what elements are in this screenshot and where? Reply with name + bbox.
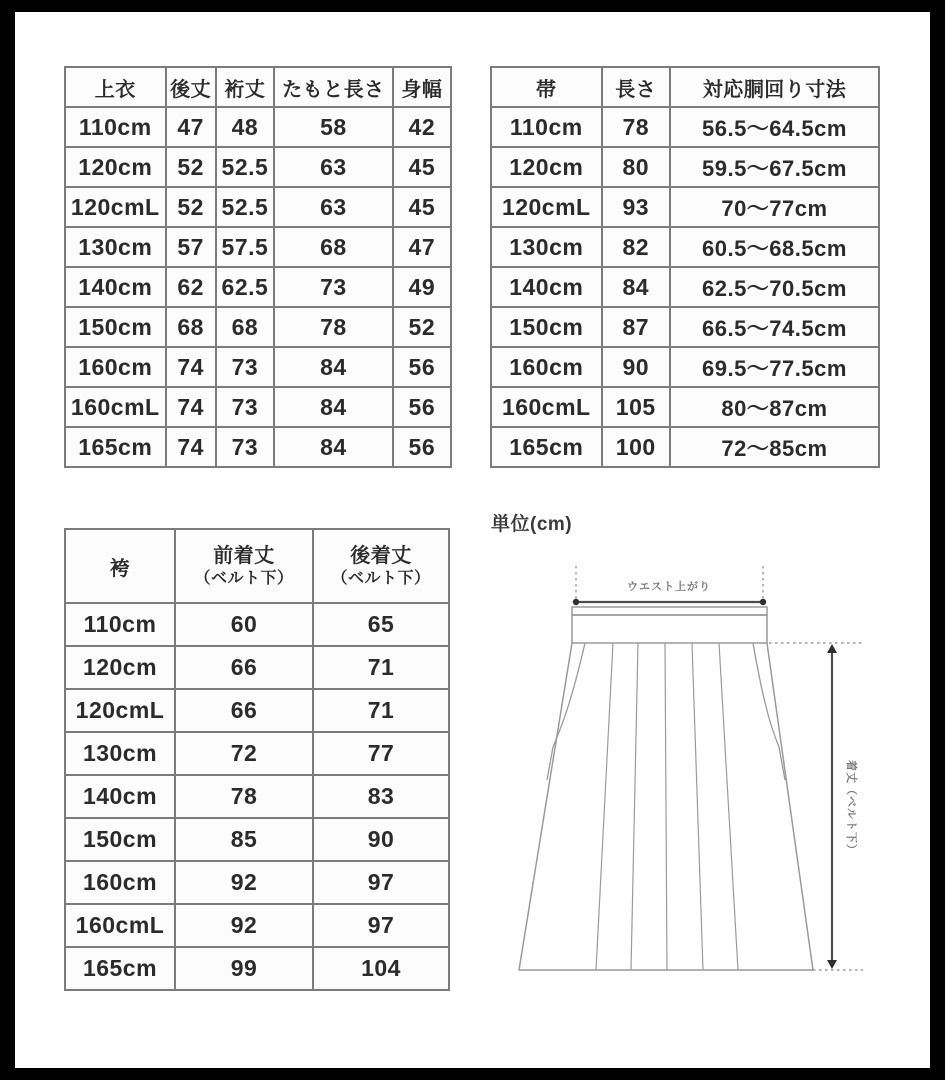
column-header-obi: 帯 [491, 67, 602, 107]
cell-size: 120cm [491, 147, 602, 187]
table-row [491, 187, 879, 227]
table-row [65, 107, 451, 147]
pleat-lines [596, 643, 738, 970]
table-row [65, 646, 449, 689]
cell-size: 120cm [65, 646, 175, 689]
table-row [65, 732, 449, 775]
cell-value: 71 [313, 689, 449, 732]
length-dimension [827, 644, 837, 969]
table-row [491, 267, 879, 307]
table-row [491, 387, 879, 427]
cell-value: 92 [175, 861, 313, 904]
cell-value: 58 [274, 107, 393, 147]
cell-value: 52 [166, 147, 216, 187]
cell-size: 165cm [491, 427, 602, 467]
cell-value: 83 [313, 775, 449, 818]
cell-value: 63 [274, 147, 393, 187]
cell-value: 105 [602, 387, 670, 427]
cell-value: 73 [216, 347, 274, 387]
cell-value: 82 [602, 227, 670, 267]
cell-value: 77 [313, 732, 449, 775]
table-row [65, 347, 451, 387]
cell-value: 68 [274, 227, 393, 267]
cell-value: 62.5 [216, 267, 274, 307]
cell-value: 73 [216, 427, 274, 467]
waist-width-dimension [573, 599, 766, 605]
cell-value: 73 [274, 267, 393, 307]
cell-value: 92 [175, 904, 313, 947]
cell-size: 160cm [65, 861, 175, 904]
table-row [65, 947, 449, 990]
cell-value: 68 [216, 307, 274, 347]
cell-range: 59.5〜67.5cm [670, 147, 879, 187]
cell-value: 60 [175, 603, 313, 646]
column-header-waist-range: 対応胴回り寸法 [670, 67, 879, 107]
cell-value: 52.5 [216, 187, 274, 227]
cell-size: 165cm [65, 947, 175, 990]
cell-size: 150cm [65, 307, 166, 347]
waist-width-label: ウエスト上がり [627, 581, 711, 593]
cell-range: 56.5〜64.5cm [670, 107, 879, 147]
cell-value: 84 [274, 427, 393, 467]
column-header-front-length [175, 529, 313, 603]
cell-range: 70〜77cm [670, 187, 879, 227]
cell-size: 150cm [65, 818, 175, 861]
header-sub-text: （ベルト下） [194, 569, 294, 587]
cell-value: 66 [175, 646, 313, 689]
cell-value: 57.5 [216, 227, 274, 267]
table-row [65, 904, 449, 947]
cell-size: 120cm [65, 147, 166, 187]
cell-value: 100 [602, 427, 670, 467]
table-row [491, 427, 879, 467]
cell-value: 66 [175, 689, 313, 732]
cell-value: 78 [274, 307, 393, 347]
cell-value: 74 [166, 347, 216, 387]
cell-value: 48 [216, 107, 274, 147]
cell-value: 104 [313, 947, 449, 990]
hakama-size-table [64, 528, 450, 991]
obi-size-table [490, 66, 880, 468]
table-row [65, 818, 449, 861]
header-main-text: 前着丈 [213, 544, 275, 567]
table-row [65, 187, 451, 227]
cell-value: 56 [393, 427, 451, 467]
cell-value: 63 [274, 187, 393, 227]
table-row [491, 347, 879, 387]
table-row [491, 307, 879, 347]
header-main-text: 後着丈 [350, 544, 412, 567]
cell-size: 110cm [491, 107, 602, 147]
cell-value: 87 [602, 307, 670, 347]
cell-value: 57 [166, 227, 216, 267]
column-header-back-length [313, 529, 449, 603]
cell-size: 130cm [491, 227, 602, 267]
column-header-back-length: 後丈 [166, 67, 216, 107]
cell-range: 60.5〜68.5cm [670, 227, 879, 267]
cell-value: 52 [393, 307, 451, 347]
column-header-body-width: 身幅 [393, 67, 451, 107]
cell-value: 74 [166, 387, 216, 427]
unit-note: 単位(cm) [491, 514, 573, 535]
cell-value: 72 [175, 732, 313, 775]
cell-value: 52.5 [216, 147, 274, 187]
table-row [65, 307, 451, 347]
cell-size: 165cm [65, 427, 166, 467]
cell-size: 120cmL [491, 187, 602, 227]
cell-size: 160cmL [65, 387, 166, 427]
cell-value: 97 [313, 861, 449, 904]
cell-range: 62.5〜70.5cm [670, 267, 879, 307]
cell-size: 160cm [65, 347, 166, 387]
cell-value: 42 [393, 107, 451, 147]
cell-size: 160cmL [65, 904, 175, 947]
table-row [65, 775, 449, 818]
cell-value: 90 [313, 818, 449, 861]
waist-band [572, 607, 767, 643]
table-header-row [65, 529, 449, 603]
table-row [65, 603, 449, 646]
column-header-hakama: 袴 [65, 529, 175, 603]
column-header-tamoto-length: たもと長さ [274, 67, 393, 107]
cell-range: 80〜87cm [670, 387, 879, 427]
table-row [65, 227, 451, 267]
cell-range: 66.5〜74.5cm [670, 307, 879, 347]
header-sub-text: （ベルト下） [331, 569, 431, 587]
table-row [491, 107, 879, 147]
cell-size: 140cm [491, 267, 602, 307]
column-header-jacket: 上衣 [65, 67, 166, 107]
column-header-sleeve-length: 裄丈 [216, 67, 274, 107]
length-label: 着丈（ベルト下） [845, 760, 857, 856]
cell-value: 56 [393, 387, 451, 427]
cell-value: 78 [175, 775, 313, 818]
cell-size: 140cm [65, 267, 166, 307]
cell-size: 160cm [491, 347, 602, 387]
table-header-row [491, 67, 879, 107]
cell-size: 130cm [65, 732, 175, 775]
page-canvas [15, 12, 930, 1068]
cell-value: 56 [393, 347, 451, 387]
jacket-size-table [64, 66, 452, 468]
cell-size: 150cm [491, 307, 602, 347]
table-row [65, 267, 451, 307]
cell-value: 45 [393, 187, 451, 227]
table-row [65, 689, 449, 732]
cell-value: 49 [393, 267, 451, 307]
table-row [65, 427, 451, 467]
table-row [491, 227, 879, 267]
cell-size: 120cmL [65, 689, 175, 732]
cell-value: 84 [274, 347, 393, 387]
cell-value: 78 [602, 107, 670, 147]
cell-value: 80 [602, 147, 670, 187]
cell-size: 160cmL [491, 387, 602, 427]
table-row [65, 861, 449, 904]
cell-value: 65 [313, 603, 449, 646]
table-row [65, 147, 451, 187]
cell-value: 52 [166, 187, 216, 227]
cell-size: 120cmL [65, 187, 166, 227]
cell-value: 84 [274, 387, 393, 427]
cell-value: 68 [166, 307, 216, 347]
cell-value: 84 [602, 267, 670, 307]
cell-value: 47 [166, 107, 216, 147]
cell-size: 140cm [65, 775, 175, 818]
cell-value: 71 [313, 646, 449, 689]
hakama-measurement-diagram [491, 552, 921, 1012]
cell-size: 110cm [65, 603, 175, 646]
cell-range: 69.5〜77.5cm [670, 347, 879, 387]
cell-value: 47 [393, 227, 451, 267]
cell-value: 99 [175, 947, 313, 990]
table-row [65, 387, 451, 427]
table-header-row [65, 67, 451, 107]
cell-value: 62 [166, 267, 216, 307]
cell-range: 72〜85cm [670, 427, 879, 467]
cell-value: 45 [393, 147, 451, 187]
cell-value: 73 [216, 387, 274, 427]
cell-value: 85 [175, 818, 313, 861]
cell-size: 130cm [65, 227, 166, 267]
cell-value: 97 [313, 904, 449, 947]
table-row [491, 147, 879, 187]
column-header-length: 長さ [602, 67, 670, 107]
cell-value: 90 [602, 347, 670, 387]
cell-value: 74 [166, 427, 216, 467]
cell-value: 93 [602, 187, 670, 227]
cell-size: 110cm [65, 107, 166, 147]
